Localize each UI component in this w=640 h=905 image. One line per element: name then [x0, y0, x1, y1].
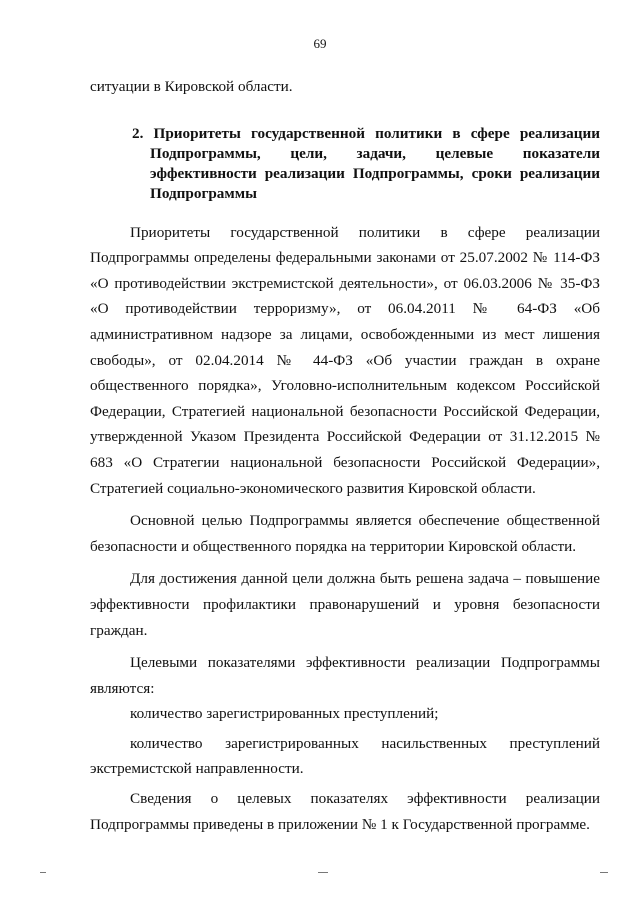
- paragraph-indicators: Целевыми показателями эффективности реализации Подпрограммы являются:: [90, 654, 600, 697]
- section-heading: 2. Приоритеты государственной политики в сфере реализации Подпрограммы, цели, задачи, целевые показатели эффективности реализации Подпрограммы, сроки реализации Подпрограммы: [132, 124, 600, 202]
- paragraph-closing: Сведения о целевых показателях эффективности реализации Подпрограммы приведены в приложении № 1 к Государственной программе.: [90, 790, 600, 833]
- list-item-extremist-crimes: количество зарегистрированных насильственных преступлений экстремистской направленности.: [90, 734, 600, 778]
- document-body: [90, 74, 600, 844]
- continuation-text: ситуации в Кировской области.: [90, 78, 293, 95]
- scan-mark-right: [600, 872, 608, 873]
- paragraph-task: Для достижения данной цели должна быть решена задача – повышение эффективности профилактики правонарушений и уровня безопасности граждан.: [90, 570, 600, 639]
- list-item-crimes: количество зарегистрированных преступлений;: [130, 705, 439, 723]
- scan-mark-left: [40, 872, 46, 873]
- scan-mark-center: [318, 872, 328, 873]
- paragraph-goal: Основной целью Подпрограммы является обеспечение общественной безопасности и общественного порядка на территории Кировской области.: [90, 512, 600, 555]
- page-number: 69: [313, 36, 327, 51]
- paragraph-priorities: Приоритеты государственной политики в сфере реализации Подпрограммы определены федеральными законами от 25.07.2002 № 114-ФЗ «О противодействии экстремистской деятельности», от 06.03.2006 № 35-ФЗ «О противодействии терроризму», от 06.04.2011 № 64-ФЗ «Об административном надзоре за лицами, освобожденными из мест лишения свободы», от 02.04.2014 № 44-ФЗ «Об участии граждан в охране общественного порядка», Уголовно-исполнительным кодексом Российской Федерации, Стратегией национальной безопасности Российской Федерации, утвержденной Указом Президента Российской Федерации от 31.12.2015 № 683 «О Стратегии национальной безопасности Российской Федерации», Стратегией социально-экономического развития Кировской области.: [90, 223, 600, 497]
